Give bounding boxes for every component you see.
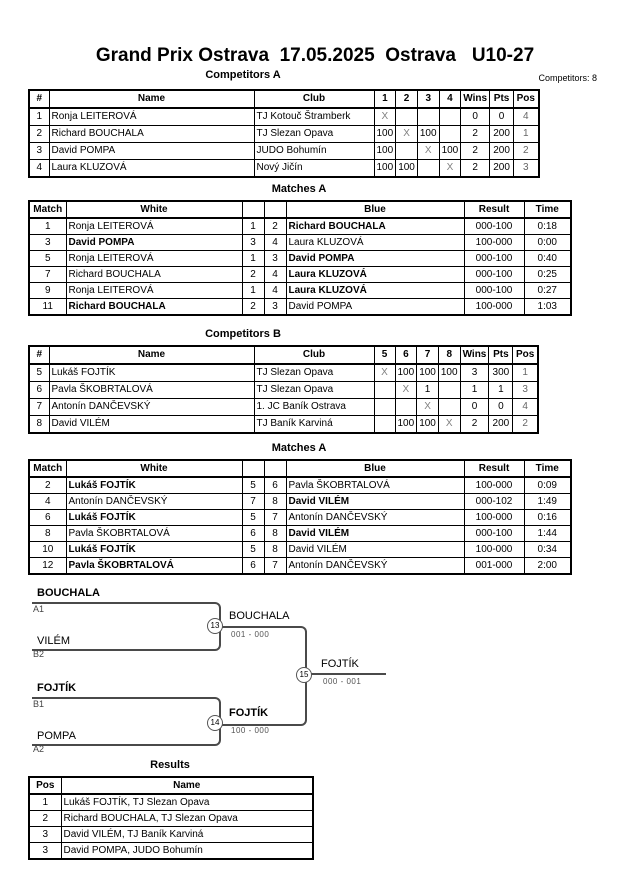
competitor-name: Antonín DANČEVSKÝ — [49, 399, 254, 416]
section-heading-matches-b: Matches A — [271, 442, 327, 454]
pts-cell: 200 — [490, 160, 514, 178]
result-name: Richard BOUCHALA, TJ Slezan Opava — [61, 811, 313, 827]
blue-number: 4 — [264, 235, 286, 251]
blue-number: 7 — [264, 558, 286, 575]
pts-cell: 0 — [489, 399, 513, 416]
blue-player: Richard BOUCHALA — [286, 218, 464, 235]
cross-cell: X — [374, 364, 395, 382]
pos-cell: 2 — [513, 416, 538, 434]
col-header-blue-num — [264, 460, 286, 477]
competitors-b-table — [28, 345, 539, 434]
match-time: 0:18 — [524, 218, 571, 235]
match-row — [29, 477, 571, 494]
competitor-name: David VILÉM — [49, 416, 254, 434]
matches-b-table — [28, 459, 572, 575]
match-result: 100-000 — [464, 542, 524, 558]
white-number: 2 — [242, 299, 264, 316]
white-player: Ronja LEITEROVÁ — [66, 283, 242, 299]
col-header-4: 4 — [439, 90, 461, 108]
match-number: 8 — [29, 526, 66, 542]
col-header-pts: Pts — [489, 346, 513, 364]
blue-number: 8 — [264, 542, 286, 558]
blue-number: 7 — [264, 510, 286, 526]
match-time: 0:40 — [524, 251, 571, 267]
match-result: 100-000 — [464, 510, 524, 526]
score-cell: 100 — [374, 160, 396, 178]
bracket-seed-label: A1 — [33, 604, 45, 614]
competitor-club: TJ Slezan Opava — [254, 364, 374, 382]
match-result: 100-000 — [464, 299, 524, 316]
col-header-name: Name — [61, 777, 313, 794]
score-cell: 100 — [374, 126, 396, 143]
blue-player: David POMPA — [286, 299, 464, 316]
competitor-club: TJ Slezan Opava — [254, 382, 374, 399]
competitor-name: Ronja LEITEROVÁ — [49, 108, 254, 126]
match-row — [29, 267, 571, 283]
competitors-count: Competitors: 8 — [538, 73, 597, 83]
bracket-winner-name: FOJTÍK — [321, 658, 359, 670]
score-cell — [439, 108, 461, 126]
results-table — [28, 776, 314, 860]
blue-player: Laura KLUZOVÁ — [286, 267, 464, 283]
competitor-row — [29, 160, 539, 178]
competitor-club: Nový Jičín — [254, 160, 374, 178]
competitor-club: JUDO Bohumín — [254, 143, 374, 160]
cross-cell: X — [417, 399, 439, 416]
result-name: Lukáš FOJTÍK, TJ Slezan Opava — [61, 794, 313, 811]
cross-cell: X — [417, 143, 439, 160]
match-number: 10 — [29, 542, 66, 558]
competitor-row — [29, 108, 539, 126]
col-header-pos: Pos — [513, 346, 538, 364]
col-header-time: Time — [524, 460, 571, 477]
section-heading-competitors-a: Competitors A — [205, 69, 281, 81]
score-cell — [396, 143, 418, 160]
match-result: 100-000 — [464, 477, 524, 494]
table-header-row — [29, 201, 571, 218]
col-header-7: 7 — [417, 346, 439, 364]
result-pos: 1 — [29, 794, 61, 811]
score-cell — [374, 399, 395, 416]
section-heading-competitors-b: Competitors B — [205, 328, 281, 340]
result-row — [29, 843, 313, 860]
bracket-score: 100 - 000 — [231, 726, 270, 735]
col-header-pos: Pos — [29, 777, 61, 794]
result-pos: 3 — [29, 843, 61, 860]
competitor-number: 6 — [29, 382, 49, 399]
pts-cell: 1 — [489, 382, 513, 399]
match-time: 1:49 — [524, 494, 571, 510]
white-number: 3 — [242, 235, 264, 251]
competitor-row — [29, 399, 538, 416]
match-number: 4 — [29, 494, 66, 510]
white-player: Ronja LEITEROVÁ — [66, 218, 242, 235]
col-header-3: 3 — [417, 90, 439, 108]
match-number: 1 — [29, 218, 66, 235]
col-header-blue: Blue — [286, 460, 464, 477]
competitor-number: 1 — [29, 108, 49, 126]
match-time: 0:09 — [524, 477, 571, 494]
pts-cell: 200 — [490, 126, 514, 143]
match-number: 2 — [29, 477, 66, 494]
match-time: 0:34 — [524, 542, 571, 558]
score-cell — [438, 399, 460, 416]
score-cell: 1 — [417, 382, 439, 399]
result-name: David VILÉM, TJ Baník Karviná — [61, 827, 313, 843]
col-header-pos: Pos — [514, 90, 539, 108]
wins-cell: 2 — [461, 126, 490, 143]
match-time: 0:16 — [524, 510, 571, 526]
white-number: 1 — [242, 218, 264, 235]
match-row — [29, 299, 571, 316]
col-header-number: # — [29, 90, 49, 108]
col-header-wins: Wins — [461, 90, 490, 108]
match-time: 0:25 — [524, 267, 571, 283]
page-title: Grand Prix Ostrava 17.05.2025 Ostrava U10-27 — [95, 45, 535, 66]
bracket-entry-name: BOUCHALA — [37, 587, 100, 599]
competitor-number: 5 — [29, 364, 49, 382]
wins-cell: 2 — [460, 416, 489, 434]
match-result: 100-000 — [464, 235, 524, 251]
col-header-time: Time — [524, 201, 571, 218]
white-player: Ronja LEITEROVÁ — [66, 251, 242, 267]
bracket-seed-label: B2 — [33, 649, 45, 659]
score-cell: 100 — [439, 143, 461, 160]
blue-player: David VILÉM — [286, 526, 464, 542]
bracket-score: 001 - 000 — [231, 630, 270, 639]
cross-cell: X — [395, 382, 417, 399]
result-pos: 2 — [29, 811, 61, 827]
col-header-match: Match — [29, 201, 66, 218]
col-header-white: White — [66, 201, 242, 218]
section-heading-results: Results — [150, 759, 190, 771]
table-header-row — [29, 346, 538, 364]
competitor-name: Lukáš FOJTÍK — [49, 364, 254, 382]
pts-cell: 300 — [489, 364, 513, 382]
match-row — [29, 235, 571, 251]
match-row — [29, 558, 571, 575]
competitor-number: 3 — [29, 143, 49, 160]
col-header-2: 2 — [396, 90, 418, 108]
white-number: 1 — [242, 251, 264, 267]
match-row — [29, 283, 571, 299]
blue-number: 6 — [264, 477, 286, 494]
white-player: Richard BOUCHALA — [66, 299, 242, 316]
white-number: 5 — [242, 477, 264, 494]
blue-number: 3 — [264, 251, 286, 267]
cross-cell: X — [439, 160, 461, 178]
white-number: 5 — [242, 542, 264, 558]
bracket-winner-name: BOUCHALA — [229, 610, 290, 622]
competitor-row — [29, 416, 538, 434]
col-header-blue: Blue — [286, 201, 464, 218]
col-header-pts: Pts — [490, 90, 514, 108]
result-pos: 3 — [29, 827, 61, 843]
score-cell: 100 — [417, 364, 439, 382]
competitor-club: 1. JC Baník Ostrava — [254, 399, 374, 416]
match-row — [29, 218, 571, 235]
wins-cell: 2 — [461, 143, 490, 160]
score-cell: 100 — [438, 364, 460, 382]
bracket-winner-name: FOJTÍK — [229, 707, 269, 719]
blue-player: Antonín DANČEVSKÝ — [286, 510, 464, 526]
col-header-result: Result — [464, 201, 524, 218]
match-row — [29, 526, 571, 542]
score-cell — [395, 399, 417, 416]
match-number: 3 — [29, 235, 66, 251]
blue-player: Laura KLUZOVÁ — [286, 235, 464, 251]
match-result: 000-102 — [464, 494, 524, 510]
blue-number: 8 — [264, 526, 286, 542]
blue-number: 4 — [264, 267, 286, 283]
competitor-row — [29, 143, 539, 160]
col-header-result: Result — [464, 460, 524, 477]
competitor-name: Laura KLUZOVÁ — [49, 160, 254, 178]
table-header-row — [29, 460, 571, 477]
pos-cell: 4 — [514, 108, 539, 126]
competitor-row — [29, 382, 538, 399]
match-result: 000-100 — [464, 251, 524, 267]
white-player: Richard BOUCHALA — [66, 267, 242, 283]
competitor-number: 8 — [29, 416, 49, 434]
match-result: 001-000 — [464, 558, 524, 575]
competitor-number: 4 — [29, 160, 49, 178]
competitor-club: TJ Slezan Opava — [254, 126, 374, 143]
bracket-seed-label: B1 — [33, 699, 45, 709]
bracket-winner-line — [305, 673, 386, 675]
match-number: 7 — [29, 267, 66, 283]
competitor-number: 7 — [29, 399, 49, 416]
match-row — [29, 510, 571, 526]
col-header-wins: Wins — [460, 346, 489, 364]
match-result: 000-100 — [464, 218, 524, 235]
match-row — [29, 251, 571, 267]
competitor-number: 2 — [29, 126, 49, 143]
section-heading-matches-a: Matches A — [271, 183, 327, 195]
match-time: 0:27 — [524, 283, 571, 299]
white-player: Pavla ŠKOBRTALOVÁ — [66, 526, 242, 542]
col-header-8: 8 — [438, 346, 460, 364]
match-row — [29, 542, 571, 558]
score-cell — [396, 108, 418, 126]
white-player: David POMPA — [66, 235, 242, 251]
pts-cell: 200 — [489, 416, 513, 434]
blue-player: David VILÉM — [286, 542, 464, 558]
col-header-number: # — [29, 346, 49, 364]
white-number: 5 — [242, 510, 264, 526]
white-player: Antonín DANČEVSKÝ — [66, 494, 242, 510]
bracket-score: 000 - 001 — [323, 677, 362, 686]
score-cell — [374, 382, 395, 399]
match-result: 000-100 — [464, 526, 524, 542]
pos-cell: 1 — [514, 126, 539, 143]
competitor-club: TJ Kotouč Štramberk — [254, 108, 374, 126]
table-header-row — [29, 90, 539, 108]
col-header-blue-num — [264, 201, 286, 218]
white-number: 7 — [242, 494, 264, 510]
blue-player: Laura KLUZOVÁ — [286, 283, 464, 299]
pos-cell: 1 — [513, 364, 538, 382]
score-cell: 100 — [374, 143, 396, 160]
match-number: 5 — [29, 251, 66, 267]
match-number: 12 — [29, 558, 66, 575]
col-header-5: 5 — [374, 346, 395, 364]
white-number: 6 — [242, 558, 264, 575]
wins-cell: 0 — [461, 108, 490, 126]
blue-player: Pavla ŠKOBRTALOVÁ — [286, 477, 464, 494]
match-number-badge: 14 — [207, 715, 223, 731]
match-time: 1:44 — [524, 526, 571, 542]
white-number: 2 — [242, 267, 264, 283]
result-row — [29, 827, 313, 843]
bracket-entry-name: POMPA — [37, 730, 76, 742]
col-header-white-num — [242, 460, 264, 477]
pos-cell: 2 — [514, 143, 539, 160]
bracket-entry-name: FOJTÍK — [37, 682, 77, 694]
cross-cell: X — [438, 416, 460, 434]
pos-cell: 3 — [514, 160, 539, 178]
col-header-1: 1 — [374, 90, 396, 108]
col-header-club: Club — [254, 90, 374, 108]
match-time: 1:03 — [524, 299, 571, 316]
col-header-white-num — [242, 201, 264, 218]
matches-a-table — [28, 200, 572, 316]
wins-cell: 0 — [460, 399, 489, 416]
score-cell — [374, 416, 395, 434]
white-player: Pavla ŠKOBRTALOVÁ — [66, 558, 242, 575]
wins-cell: 3 — [460, 364, 489, 382]
match-time: 2:00 — [524, 558, 571, 575]
table-header-row — [29, 777, 313, 794]
pts-cell: 200 — [490, 143, 514, 160]
score-cell — [438, 382, 460, 399]
competitor-club: TJ Baník Karviná — [254, 416, 374, 434]
match-result: 000-100 — [464, 267, 524, 283]
wins-cell: 2 — [461, 160, 490, 178]
competitor-name: Pavla ŠKOBRTALOVÁ — [49, 382, 254, 399]
match-number: 11 — [29, 299, 66, 316]
white-player: Lukáš FOJTÍK — [66, 477, 242, 494]
match-time: 0:00 — [524, 235, 571, 251]
score-cell — [417, 108, 439, 126]
col-header-name: Name — [49, 90, 254, 108]
score-cell — [417, 160, 439, 178]
wins-cell: 1 — [460, 382, 489, 399]
result-name: David POMPA, JUDO Bohumín — [61, 843, 313, 860]
col-header-club: Club — [254, 346, 374, 364]
bracket-seed-label: A2 — [33, 744, 45, 754]
match-number: 6 — [29, 510, 66, 526]
competitors-a-table — [28, 89, 540, 178]
blue-player: Antonín DANČEVSKÝ — [286, 558, 464, 575]
competitor-name: David POMPA — [49, 143, 254, 160]
match-number: 9 — [29, 283, 66, 299]
pos-cell: 3 — [513, 382, 538, 399]
match-number-badge: 15 — [296, 667, 312, 683]
blue-player: David VILÉM — [286, 494, 464, 510]
competitor-row — [29, 126, 539, 143]
competitor-row — [29, 364, 538, 382]
blue-number: 2 — [264, 218, 286, 235]
white-number: 1 — [242, 283, 264, 299]
score-cell: 100 — [417, 126, 439, 143]
match-result: 000-100 — [464, 283, 524, 299]
score-cell: 100 — [395, 364, 417, 382]
score-cell: 100 — [395, 416, 417, 434]
result-row — [29, 794, 313, 811]
blue-number: 8 — [264, 494, 286, 510]
blue-number: 4 — [264, 283, 286, 299]
cross-cell: X — [396, 126, 418, 143]
competitor-name: Richard BOUCHALA — [49, 126, 254, 143]
col-header-white: White — [66, 460, 242, 477]
match-number-badge: 13 — [207, 618, 223, 634]
white-player: Lukáš FOJTÍK — [66, 542, 242, 558]
match-row — [29, 494, 571, 510]
white-player: Lukáš FOJTÍK — [66, 510, 242, 526]
result-row — [29, 811, 313, 827]
white-number: 6 — [242, 526, 264, 542]
pts-cell: 0 — [490, 108, 514, 126]
score-cell — [439, 126, 461, 143]
score-cell: 100 — [417, 416, 439, 434]
blue-number: 3 — [264, 299, 286, 316]
blue-player: David POMPA — [286, 251, 464, 267]
pos-cell: 4 — [513, 399, 538, 416]
col-header-name: Name — [49, 346, 254, 364]
cross-cell: X — [374, 108, 396, 126]
col-header-6: 6 — [395, 346, 417, 364]
score-cell: 100 — [396, 160, 418, 178]
col-header-match: Match — [29, 460, 66, 477]
bracket-entry-name: VILÉM — [37, 635, 71, 647]
